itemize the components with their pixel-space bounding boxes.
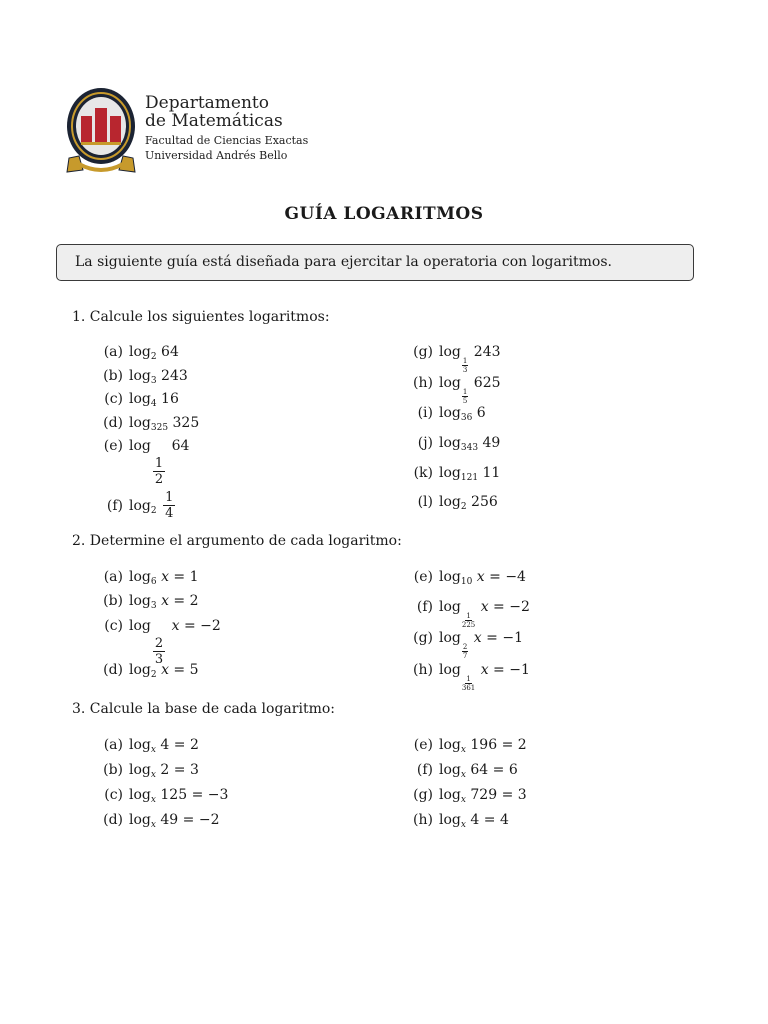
fraction-denominator: 361 <box>461 684 476 692</box>
section-heading: 2. Determine el argumento de cada logaritmo: <box>72 533 402 549</box>
exercise-label: (f) <box>416 599 433 615</box>
math-expression: $\log_2$ $\frac{1}{4}$ <box>129 490 174 521</box>
exercise-label: (e) <box>103 438 123 454</box>
log-base: 2 <box>460 502 467 512</box>
variable-x: x <box>473 630 482 646</box>
log-base: x <box>460 745 466 755</box>
variable-x: x <box>161 569 169 585</box>
math-expression: $\log_6 x = 1$ <box>129 569 199 587</box>
log-base-fraction <box>153 456 165 487</box>
log-base: 36 <box>460 413 473 423</box>
section-heading: 1. Calcule los siguientes logaritmos: <box>72 309 330 325</box>
log-base: 2 <box>150 670 157 680</box>
log-base: x <box>150 795 156 805</box>
exercise-item <box>405 629 523 660</box>
exercise-item <box>95 617 221 667</box>
expression-rest: 64 <box>167 438 190 454</box>
exercise-label: (c) <box>104 787 123 803</box>
math-expression: $\log_{36} 6$ <box>439 405 486 423</box>
expression-rest: 125 = −3 <box>155 787 229 803</box>
exercise-label: (g) <box>413 787 433 803</box>
expression-rest: 11 <box>478 465 501 481</box>
math-expression: $\log_2 256$ <box>439 494 498 512</box>
intro-box <box>56 244 694 281</box>
university-name: Universidad Andrés Bello <box>145 149 288 162</box>
expression-rest: 49 = −2 <box>155 812 220 828</box>
variable-x: x <box>480 599 489 615</box>
exercise-label: (g) <box>413 344 433 360</box>
log-base-fraction <box>462 388 468 405</box>
fraction-numerator: 1 <box>462 388 468 396</box>
exercise-label: (f) <box>416 762 433 778</box>
log-base: 3 <box>150 601 157 611</box>
math-expression: $\log_{121} 11$ <box>439 465 501 483</box>
expression-rest: 49 <box>478 435 501 451</box>
log-base-fraction <box>462 612 475 629</box>
math-expression: log $\frac{2}{3}$ x = −2 <box>129 618 221 667</box>
fraction-denominator: 7 <box>462 652 468 660</box>
exercise-label: (g) <box>413 630 433 646</box>
variable-x: x <box>480 662 489 678</box>
expression-rest: 325 <box>168 415 200 431</box>
fraction-numerator: 1 <box>165 490 174 505</box>
math-expression: log $\frac{2}{7}$ x = −1 <box>439 630 523 660</box>
log-base-fraction <box>462 643 468 660</box>
expression-rest: 729 = 3 <box>465 787 527 803</box>
math-expression: $\log_x 49 = -2$ <box>129 812 220 830</box>
exercise-label: (h) <box>413 662 433 678</box>
fraction-denominator: 3 <box>154 652 164 667</box>
math-expression: log $\frac{1}{2}$ 64 <box>129 438 190 487</box>
variable-x: x <box>161 593 169 609</box>
exercise-label: (e) <box>413 569 433 585</box>
math-expression: $\log_{325} 325$ <box>129 415 200 433</box>
exercise-label: (h) <box>413 375 433 391</box>
log-base-fraction <box>462 675 475 692</box>
expression-rest: = 1 <box>168 569 199 585</box>
log-base: x <box>150 745 156 755</box>
exercise-item <box>95 811 220 829</box>
math-expression: $\log_x 729 = 3$ <box>439 787 527 805</box>
variable-x: x <box>171 618 180 634</box>
expression-rest: = −2 <box>488 599 530 615</box>
math-expression: $\log_{343} 49$ <box>439 435 501 453</box>
department-name-line1: Departamento <box>145 93 269 113</box>
exercise-item <box>405 661 530 692</box>
exercise-label: (b) <box>103 593 123 609</box>
variable-x: x <box>476 569 485 585</box>
exercise-item <box>95 343 179 361</box>
expression-rest: = −2 <box>179 618 221 634</box>
exercise-item <box>95 490 177 521</box>
exercise-label: (f) <box>106 497 123 514</box>
expression-rest: 4 = 2 <box>155 737 199 753</box>
faculty-name: Facultad de Ciencias Exactas <box>145 134 309 147</box>
argument-fraction <box>163 490 175 521</box>
exercise-label: (b) <box>103 762 123 778</box>
exercise-label: (b) <box>103 368 123 384</box>
math-expression: $\log_x 196 = 2$ <box>439 737 527 755</box>
exercise-item <box>95 367 188 385</box>
math-expression: log $\frac{1}{361}$ x = −1 <box>439 662 530 692</box>
department-name-line2: de Matemáticas <box>145 111 283 131</box>
log-base: 2 <box>150 505 157 516</box>
exercise-item <box>95 568 199 586</box>
exercise-item <box>95 592 199 610</box>
log-base: x <box>460 795 466 805</box>
expression-rest: 196 = 2 <box>465 737 527 753</box>
exercise-item <box>95 761 199 779</box>
expression-rest: 2 = 3 <box>155 762 199 778</box>
math-expression: $\log_2 x = 5$ <box>129 662 199 680</box>
exercise-item <box>95 736 199 754</box>
math-expression: log $\frac{1}{5}$ 625 <box>439 375 501 405</box>
exercise-item <box>405 786 527 804</box>
exercise-label: (d) <box>103 415 123 431</box>
expression-rest: 243 <box>469 344 501 360</box>
exercise-label: (a) <box>103 737 123 753</box>
fraction-denominator: 5 <box>462 397 468 405</box>
expression-rest: 64 <box>156 344 179 360</box>
section-heading: 3. Calcule la base de cada logaritmo: <box>72 701 335 717</box>
exercise-label: (k) <box>413 465 433 481</box>
fraction-denominator: 225 <box>461 621 476 629</box>
fraction-numerator: 2 <box>462 643 468 651</box>
expression-rest: 256 <box>466 494 498 510</box>
exercise-label: (h) <box>413 812 433 828</box>
exercise-item <box>405 404 486 422</box>
exercise-item <box>95 414 199 432</box>
expression-rest: 4 = 4 <box>465 812 509 828</box>
exercise-item <box>405 464 500 482</box>
math-expression: $\log_4 16$ <box>129 391 179 409</box>
exercise-label: (d) <box>103 812 123 828</box>
fraction-denominator: 3 <box>462 366 468 374</box>
exercise-item <box>405 761 518 779</box>
math-expression: $\log_x 2 = 3$ <box>129 762 199 780</box>
exercise-item <box>95 786 228 804</box>
log-base-fraction <box>462 357 468 374</box>
exercise-item <box>405 568 526 586</box>
math-expression: $\log_3 x = 2$ <box>129 593 199 611</box>
log-base: x <box>150 820 156 830</box>
intro-text: La siguiente guía está diseñada para ejercitar la operatoria con logaritmos. <box>75 254 612 270</box>
exercise-item <box>405 343 501 374</box>
math-expression: $\log_3 243$ <box>129 368 188 386</box>
page-title: GUÍA LOGARITMOS <box>284 204 484 224</box>
university-seal-icon <box>65 86 137 176</box>
math-expression: $\log_x 4 = 2$ <box>129 737 199 755</box>
variable-x: x <box>161 662 169 678</box>
exercise-item <box>405 434 500 452</box>
exercise-label: (l) <box>417 494 433 510</box>
expression-rest: = 2 <box>168 593 199 609</box>
department-header <box>65 86 365 178</box>
exercise-item <box>405 493 498 511</box>
log-base: 6 <box>150 577 157 587</box>
fraction-numerator: 2 <box>154 636 164 651</box>
log-base: x <box>460 820 466 830</box>
exercise-label: (d) <box>103 662 123 678</box>
math-expression: $\log_x 64 = 6$ <box>439 762 518 780</box>
log-base: 343 <box>460 443 479 453</box>
expression-rest: = −1 <box>481 630 523 646</box>
exercise-item <box>405 374 501 405</box>
expression-rest: 64 = 6 <box>465 762 518 778</box>
math-expression: $\log_2 64$ <box>129 344 179 362</box>
log-base: x <box>460 770 466 780</box>
exercise-label: (c) <box>104 618 123 634</box>
expression-rest: 625 <box>469 375 501 391</box>
math-expression: log $\frac{1}{225}$ x = −2 <box>439 599 530 629</box>
log-base: 325 <box>150 423 169 433</box>
expression-rest: 6 <box>472 405 486 421</box>
exercise-label: (e) <box>413 737 433 753</box>
exercise-label: (c) <box>104 391 123 407</box>
exercise-item <box>95 661 199 679</box>
log-base: 10 <box>460 577 473 587</box>
expression-rest: 16 <box>156 391 179 407</box>
math-expression: $\log_x 4 = 4$ <box>439 812 509 830</box>
log-base: x <box>150 770 156 780</box>
math-expression: $\log_x 125 = -3$ <box>129 787 229 805</box>
log-base: 3 <box>150 376 157 386</box>
math-expression: log $\frac{1}{3}$ 243 <box>439 344 501 374</box>
exercise-label: (i) <box>417 405 433 421</box>
expression-rest: = −1 <box>488 662 530 678</box>
log-base: 121 <box>460 473 479 483</box>
exercise-item <box>95 437 189 487</box>
exercise-label: (a) <box>103 569 123 585</box>
expression-rest: = −4 <box>484 569 526 585</box>
log-base: 2 <box>150 352 157 362</box>
exercise-item <box>405 598 530 629</box>
exercise-item <box>95 390 179 408</box>
fraction-numerator: 1 <box>462 357 468 365</box>
expression-rest: = 5 <box>168 662 199 678</box>
exercise-item <box>405 811 509 829</box>
fraction-denominator: 2 <box>154 472 164 487</box>
expression-rest: 243 <box>156 368 188 384</box>
fraction-numerator: 1 <box>466 612 471 620</box>
fraction-denominator: 4 <box>165 506 174 521</box>
math-expression: $\log_{10} x = -4$ <box>439 569 526 587</box>
fraction-numerator: 1 <box>154 456 164 471</box>
exercise-label: (a) <box>103 344 123 360</box>
log-base: 4 <box>150 399 157 409</box>
fraction-numerator: 1 <box>466 675 471 683</box>
exercise-label: (j) <box>417 435 433 451</box>
exercise-item <box>405 736 527 754</box>
